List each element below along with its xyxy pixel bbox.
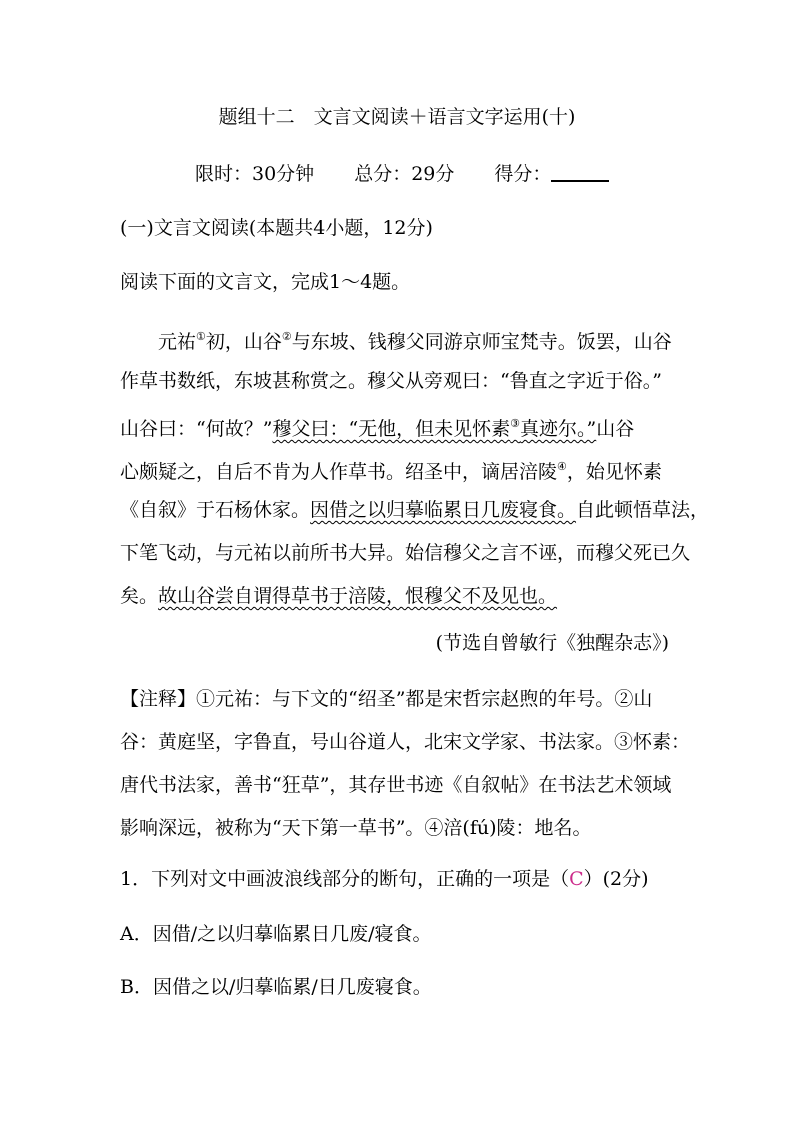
- passage-line-6: 下笔飞动，与元祐以前所书大异。始信穆父之言不诬，而穆父死已久: [120, 542, 691, 564]
- total-score: 总分：29分: [354, 163, 455, 185]
- note-ref-2: ②: [281, 330, 292, 343]
- note-ref-4: ④: [557, 460, 567, 473]
- passage-line-5: 《自叙》于石杨休家。因借之以归摹临累日几废寝食。自此顿悟草法，: [120, 499, 710, 521]
- note-ref-1: ①: [196, 330, 206, 343]
- passage-source: (节选自曾敏行《独醒杂志》): [435, 632, 669, 654]
- time-limit: 限时：30分钟: [195, 163, 315, 185]
- exam-meta: [195, 160, 609, 187]
- score-label: 得分：: [494, 163, 552, 185]
- page-title: 题组十二 文言文阅读＋语言文字运用(十): [218, 106, 576, 128]
- notes-line-1: 【注释】①元祐：与下文的“绍圣”都是宋哲宗赵煦的年号。②山: [120, 688, 653, 710]
- option-a[interactable]: A．因借/之以归摹临累日几废/寝食。: [120, 923, 432, 945]
- passage-line-4: 心颇疑之，自后不肯为人作草书。绍圣中，谪居涪陵④，始见怀素: [120, 460, 662, 483]
- notes-line-4: 影响深远，被称为“天下第一草书”。④涪(fú)陵：地名。: [120, 817, 592, 839]
- notes-line-3: 唐代书法家，善书“狂草”，其存世书迹《自叙帖》在书法艺术领域: [120, 774, 672, 796]
- score-blank[interactable]: [551, 160, 609, 182]
- passage-line-3: 山谷曰：“何故？”穆父曰：“无他，但未见怀素③真迹尔。”山谷: [120, 417, 635, 440]
- underlined-sentence: 穆父曰：“无他，但未见怀素③真迹尔。”: [272, 417, 597, 440]
- passage-line-7: 矣。故山谷尝自谓得草书于涪陵，恨穆父不及见也。: [120, 585, 558, 607]
- instruction: 阅读下面的文言文，完成1～4题。: [120, 271, 411, 293]
- notes-line-2: 谷：黄庭坚，字鲁直，号山谷道人，北宋文学家、书法家。③怀素：: [120, 731, 691, 753]
- note-ref-3: ③: [510, 417, 521, 430]
- question-1-stem: 1．下列对文中画波浪线部分的断句，正确的一项是（C）(2分): [120, 868, 649, 890]
- section-heading: (一)文言文阅读(本题共4小题，12分): [120, 217, 433, 239]
- wavy-underlined-sentence: 因借之以归摹临累日几废寝食。: [310, 499, 577, 521]
- option-b[interactable]: B．因借之以/归摹临累/日几废寝食。: [120, 976, 432, 998]
- passage-line-1: 元祐①初，山谷②与东坡、钱穆父同游京师宝梵寺。饭罢，山谷: [158, 330, 672, 353]
- answer-mark: C: [569, 868, 584, 890]
- underlined-sentence: 故山谷尝自谓得草书于涪陵，恨穆父不及见也。: [158, 585, 558, 607]
- passage-line-2: 作草书数纸，东坡甚称赏之。穆父从旁观曰：“鲁直之字近于俗。”: [120, 370, 662, 392]
